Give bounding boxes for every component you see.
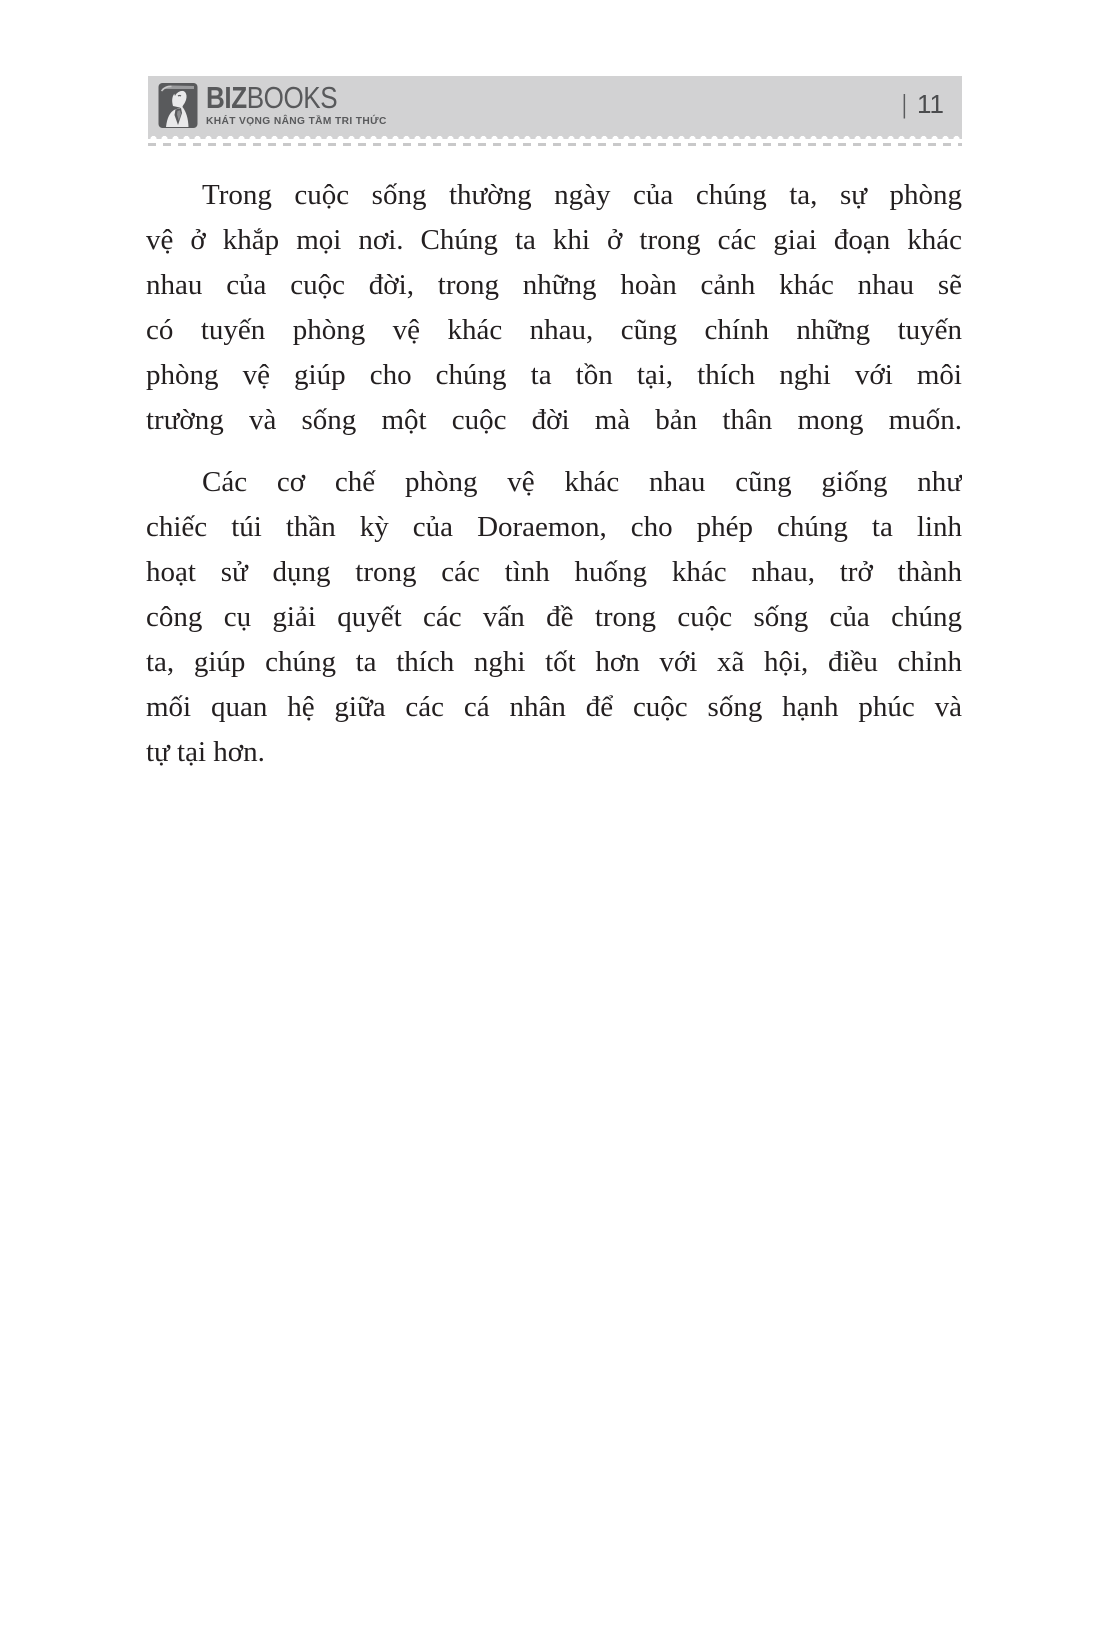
dashed-divider [148, 143, 962, 146]
text-line: chiếc túi thần kỳ của Doraemon, cho phép chúng ta linh [146, 511, 962, 543]
brand-tagline: KHÁT VỌNG NÂNG TẦM TRI THỨC [206, 114, 387, 127]
page-number-separator: | [902, 89, 907, 119]
book-with-businessman-icon [158, 82, 198, 129]
perforated-edge [148, 133, 962, 139]
brand-name [206, 79, 363, 115]
text-line: có tuyến phòng vệ khác nhau, cũng chính những tuyến [146, 314, 962, 346]
text-line: ta, giúp chúng ta thích nghi tốt hơn với xã hội, điều chỉnh [146, 646, 962, 678]
text-line: vệ ở khắp mọi nơi. Chúng ta khi ở trong các giai đoạn khác [146, 224, 962, 256]
brand-books: BOOKS [246, 79, 338, 115]
header-bar [148, 76, 962, 133]
page-number-value: 11 [917, 89, 944, 119]
text-line: phòng vệ giúp cho chúng ta tồn tại, thích nghi với môi [146, 359, 962, 391]
text-line: mối quan hệ giữa các cá nhân để cuộc sống hạnh phúc và [146, 691, 962, 723]
text-line: trường và sống một cuộc đời mà bản thân mong muốn. [146, 404, 962, 436]
logo-text [206, 79, 392, 127]
brand-biz: BIZ [206, 79, 247, 115]
text-line: nhau của cuộc đời, trong những hoàn cảnh khác nhau sẽ [146, 269, 962, 301]
body-text [146, 173, 962, 775]
page-number [901, 89, 962, 120]
paragraph [146, 173, 962, 443]
text-line: Các cơ chế phòng vệ khác nhau cũng giống như [202, 466, 962, 498]
bizbooks-logo [148, 81, 392, 129]
paragraph [146, 460, 962, 775]
text-line: hoạt sử dụng trong các tình huống khác nhau, trở thành [146, 556, 962, 588]
text-line: tự tại hơn. [146, 736, 265, 768]
text-line: công cụ giải quyết các vấn đề trong cuộc sống của chúng [146, 601, 962, 633]
text-line: Trong cuộc sống thường ngày của chúng ta, sự phòng [202, 179, 962, 211]
page-header [148, 76, 962, 146]
